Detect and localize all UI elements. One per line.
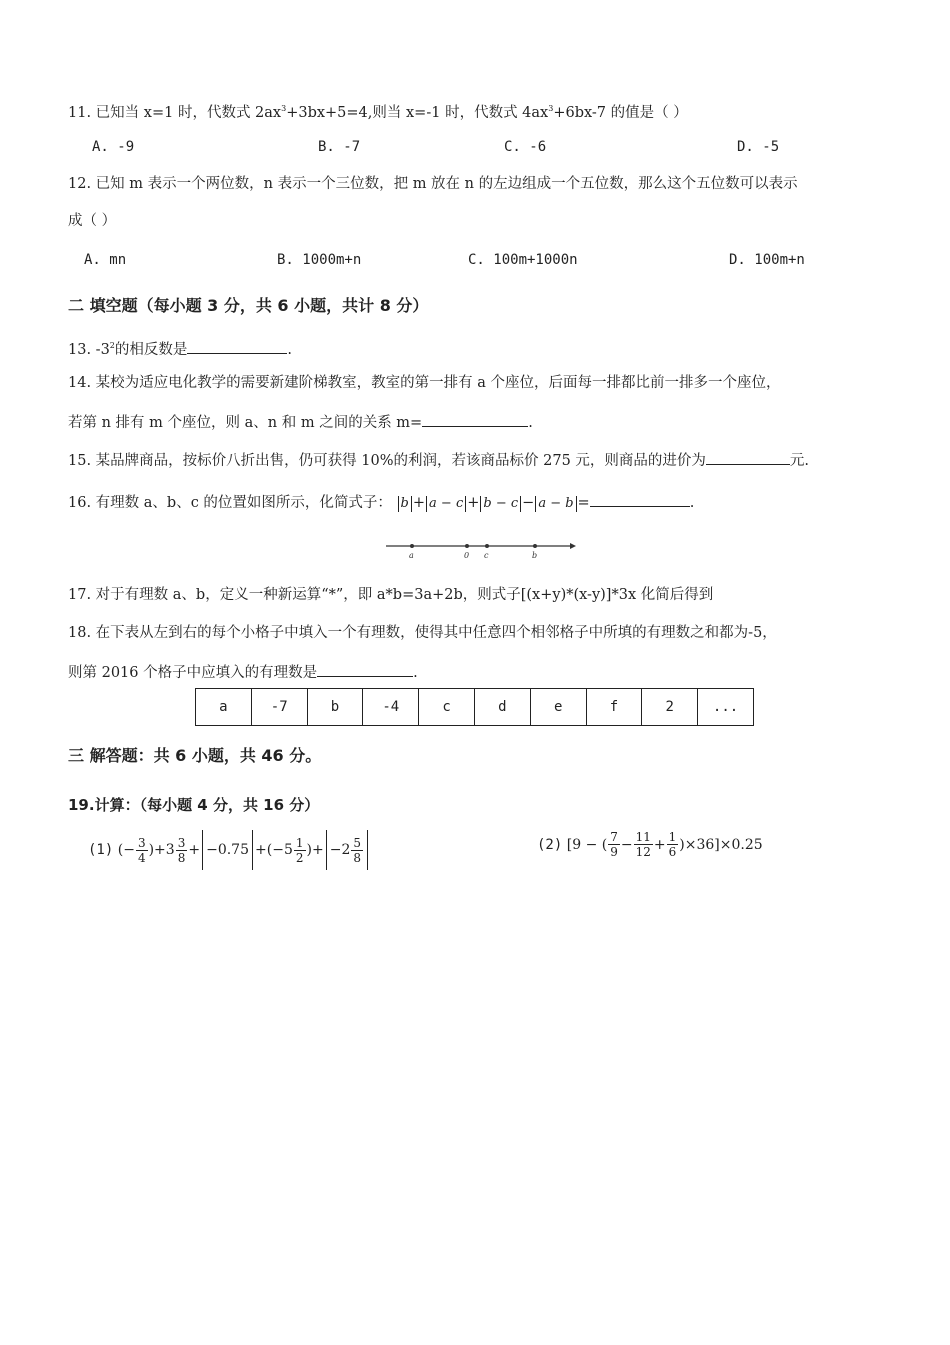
q12-option-a: A. mn [84,252,127,268]
q11-exponent-1: 3 [281,104,287,113]
q12-option-d: D. 100m+n [729,252,805,268]
q13-text: 的相反数是 [114,342,188,358]
q16-end: . [689,495,695,511]
q14-end: . [528,415,533,431]
q13-exponent: 2 [109,341,115,350]
question-14-line-1: 14. 某校为适应电化教学的需要新建阶梯教室，教室的第一排有 a 个座位，后面每一排都比前一排多一个座位， [68,375,781,391]
q11-text-2: +3bx+5=4,则当 x=-1 时，代数式 4ax [286,105,549,121]
grid-cell-1: a [196,689,252,726]
expr1-fraction-4: $\frac{5}{8}$ [353,835,361,865]
q13-prefix: 13. -3 [68,342,110,358]
q18-number-grid [195,688,754,726]
expr1-abs-2: − 2 $\frac{5}{8}$ [326,830,368,870]
point-c [485,544,489,548]
expr1-label: (1) [88,842,114,858]
q13-end: . [287,342,292,358]
grid-cell-8: f [586,689,642,726]
expr2-fraction-1: $\frac{7}{9}$ [610,830,618,859]
expr2-tail: ×36]×0.25 [684,836,763,853]
expr2-fraction-2: $\frac{11}{12}$ [635,830,651,859]
expr1-fraction-2: $\frac{3}{8}$ [177,835,186,865]
question-19-title: 19.计算：（每小题 4 分，共 16 分） [68,796,320,814]
q19-expression-1: (1) (− $\frac{3}{4}$ )+ 3 $\frac{3}{8}$ + −0.75 +(− 5 $\frac{1}{2}$ )+ − 2 $\frac{5}{8}$ [88,830,370,870]
q18-text: 则第 2016 个格子中应填入的有理数是 [68,665,318,681]
q15-end: 元. [789,453,810,469]
q19-expression-2: (2) [9 − ( $\frac{7}{9}$ − $\frac{11}{12}$ + $\frac{1}{6}$ ) ×36]×0.25 [537,830,763,859]
q11-text-1: 11. 已知当 x=1 时，代数式 2ax [68,105,282,121]
question-18-line-1: 18. 在下表从左到右的每个小格子中填入一个有理数，使得其中任意四个相邻格子中所填的有理数之和都为-5， [68,625,777,641]
label-c: c [484,551,489,560]
question-18-line-2 [68,660,418,683]
grid-cell-9: 2 [642,689,698,726]
q11-option-c: C. -6 [504,139,547,155]
q14-text: 若第 n 排有 m 个座位，则 a、n 和 m 之间的关系 m= [68,415,423,431]
q13-answer-blank[interactable] [187,337,287,354]
question-13 [68,336,292,360]
grid-cell-6: d [474,689,530,726]
grid-cell-10: ... [698,689,754,726]
point-b [533,544,537,548]
q11-option-a: A. -9 [92,139,135,155]
q11-option-d: D. -5 [737,139,780,155]
expr2-fraction-3: $\frac{1}{6}$ [668,830,677,859]
q16-abs-term-4: a − b [535,496,576,512]
expr1-whole-2: 3 [165,842,175,858]
expr1-fraction-3: $\frac{1}{2}$ [295,835,304,865]
expr1-abs-1: −0.75 [202,830,253,870]
expr1-whole-3: 5 [283,842,293,858]
q11-text-3: +6bx-7 的值是（ ） [553,105,688,121]
expr2-label: (2) [537,836,563,853]
question-14-line-2 [68,410,533,433]
q16-abs-term-3: b − c [480,496,521,512]
question-12-line-2: 成（ ） [68,213,117,229]
number-line-arrow-icon [570,543,576,549]
number-line-figure [380,536,580,560]
grid-cell-3: b [307,689,363,726]
grid-cell-2: -7 [251,689,307,726]
section-3-heading: 三 解答题：共 6 小题，共 46 分。 [68,746,322,765]
q14-answer-blank[interactable] [422,410,528,427]
q16-abs-term-1: b [398,496,412,512]
q18-answer-blank[interactable] [317,660,413,677]
point-a [410,544,414,548]
q15-text: 15. 某品牌商品，按标价八折出售，仍可获得 10%的利润，若该商品标价 275 元，则商品的进价为 [68,453,706,469]
section-2-heading: 二 填空题（每小题 3 分，共 6 小题，共计 8 分） [68,296,429,315]
question-12-line-1: 12. 已知 m 表示一个两位数，n 表示一个三位数，把 m 放在 n 的左边组成一个五位数，那么这个五位数可以表示 [68,176,798,192]
q16-abs-term-2: a − c [426,496,466,512]
grid-row [196,689,754,726]
q15-answer-blank[interactable] [706,448,790,465]
q18-end: . [413,665,418,681]
q16-text: 16. 有理数 a、b、c 的位置如图所示，化简式子： [68,495,392,511]
grid-cell-5: c [419,689,475,726]
point-0 [465,544,469,548]
grid-cell-4: -4 [363,689,419,726]
q11-option-b: B. -7 [318,139,361,155]
expr1-fraction-1: $\frac{3}{4}$ [137,835,146,865]
question-17: 17. 对于有理数 a、b，定义一种新运算“*”，即 a*b=3a+2b，则式子[(x+y)*(x-y)]*3x 化简后得到 [68,587,714,603]
label-a: a [409,551,414,560]
question-16: 16. 有理数 a、b、c 的位置如图所示，化简式子： b + a − c + b − c − a − b = . [68,490,694,513]
q12-option-b: B. 1000m+n [277,252,362,268]
grid-cell-7: e [530,689,586,726]
question-11 [68,99,688,123]
q16-answer-blank[interactable] [590,490,690,507]
label-0: 0 [464,551,470,560]
q11-exponent-2: 3 [548,104,554,113]
question-15 [68,448,809,471]
label-b: b [532,551,538,560]
q12-option-c: C. 100m+1000n [468,252,578,268]
